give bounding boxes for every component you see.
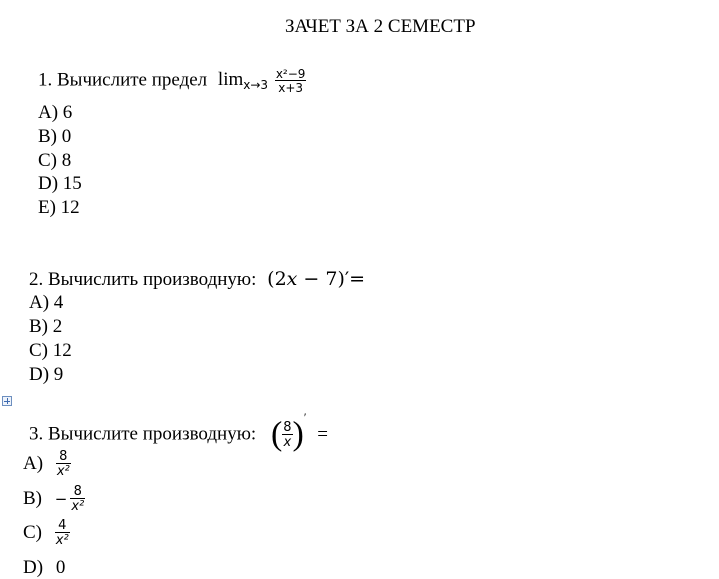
q3-option-a-den: x² bbox=[56, 464, 70, 479]
q1-option-d: D) 15 bbox=[38, 173, 82, 194]
q3-option-d bbox=[23, 557, 65, 579]
question-2 bbox=[29, 268, 365, 291]
right-paren: ) bbox=[292, 415, 304, 453]
question-3-text: 3. Вычислите производную: bbox=[29, 423, 257, 445]
q1-option-a: А) 6 bbox=[38, 102, 73, 123]
question-3 bbox=[29, 410, 328, 452]
limit-fraction bbox=[275, 68, 307, 94]
question-1 bbox=[38, 68, 306, 94]
q3-option-d-label: D) bbox=[23, 557, 44, 578]
derivative-expression: (2𝑥 − 7)′= bbox=[267, 268, 366, 290]
q3-option-b-sign: − bbox=[54, 490, 68, 508]
q3-option-c-den: x² bbox=[55, 533, 69, 548]
q3-option-b-label: В) bbox=[23, 488, 42, 509]
limit-word: lim bbox=[217, 69, 244, 91]
prime-mark: ′ bbox=[303, 410, 307, 424]
q3-option-b-den: x² bbox=[71, 499, 85, 514]
question-1-text: 1. Вычислите предел bbox=[38, 69, 208, 91]
limit-subscript: x→3 bbox=[243, 78, 269, 93]
limit-expression bbox=[217, 67, 307, 95]
q1-option-c: С) 8 bbox=[38, 150, 72, 171]
q2-option-d: D) 9 bbox=[29, 364, 64, 385]
q3-option-a-fraction bbox=[56, 450, 71, 478]
q3-option-b-num: 8 bbox=[73, 484, 82, 499]
page-title: ЗАЧЕТ ЗА 2 СЕМЕСТР bbox=[285, 16, 476, 37]
q1-option-e: Е) 12 bbox=[38, 197, 80, 218]
q3-option-c-num: 4 bbox=[58, 518, 67, 533]
q3-option-a bbox=[23, 450, 71, 478]
derivative-fraction-expression bbox=[270, 410, 328, 453]
limit-denominator: x+3 bbox=[275, 80, 307, 94]
question-2-text: 2. Вычислить производную: bbox=[29, 269, 257, 290]
q2-option-c: С) 12 bbox=[29, 340, 72, 361]
q3-option-c bbox=[23, 519, 70, 547]
q3-option-c-fraction bbox=[55, 519, 70, 547]
q3-option-b bbox=[23, 485, 85, 513]
equals-sign: = bbox=[317, 423, 328, 445]
table-move-handle-icon[interactable] bbox=[2, 396, 12, 406]
q3-option-c-label: С) bbox=[23, 522, 42, 543]
q3-denominator: x bbox=[283, 434, 292, 450]
limit-numerator: x²−9 bbox=[275, 67, 306, 81]
left-paren: ( bbox=[270, 415, 283, 453]
q3-numerator: 8 bbox=[283, 419, 292, 435]
q1-option-b: В) 0 bbox=[38, 126, 72, 147]
q2-option-a: А) 4 bbox=[29, 292, 64, 313]
q3-option-d-value: 0 bbox=[55, 557, 66, 578]
q3-option-b-fraction bbox=[70, 485, 85, 513]
q2-option-b: В) 2 bbox=[29, 316, 63, 337]
q3-fraction bbox=[282, 421, 292, 449]
q3-option-a-num: 8 bbox=[59, 449, 68, 464]
q3-option-a-label: А) bbox=[23, 453, 44, 474]
